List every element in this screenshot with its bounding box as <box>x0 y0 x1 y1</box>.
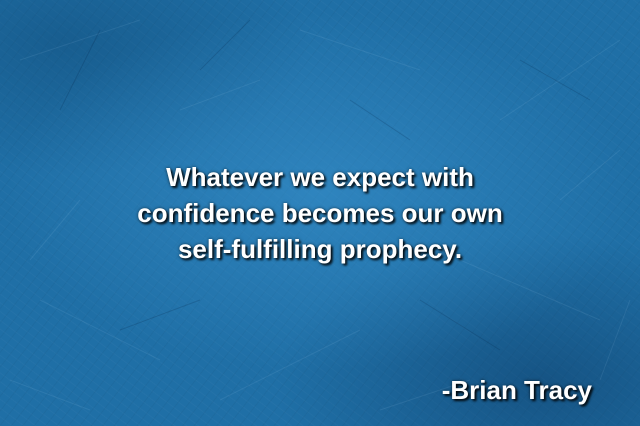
quote-author: -Brian Tracy <box>441 375 592 405</box>
quote-text <box>0 159 640 267</box>
quote-line-1: Whatever we expect with <box>166 162 474 192</box>
quote-line-3: self-fulfilling prophecy. <box>177 234 463 264</box>
quote-line-2: confidence becomes our own <box>137 198 503 228</box>
